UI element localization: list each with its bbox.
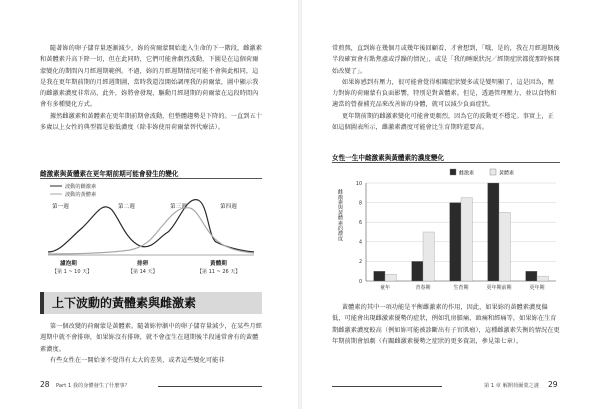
phase-luteal-range: 【第 11 ~ 26 天】 xyxy=(197,269,241,275)
y-tick-label: 4 xyxy=(358,240,362,246)
running-head: Part 1 我的身體發生了什麼事？ xyxy=(56,383,130,389)
week-label-4: 第四週 xyxy=(220,204,237,210)
y-tick-label: 2 xyxy=(358,260,362,266)
x-tick-label: 更年期 xyxy=(529,285,545,291)
week-label-3: 第三週 xyxy=(170,204,187,210)
paragraph: 如果妳感到有壓力，很可能會覺得相關症狀變多或是變明顯了，這是因為，壓力對妳的荷爾蒙有負面影響，特別是對黃體素。但是，透過管理壓力，並以食物和適當的營養補充品來改善妳的身體，就可以減少負面症狀。 xyxy=(332,78,557,109)
x-tick-label: 更年期前期 xyxy=(486,285,512,291)
bar xyxy=(412,261,423,281)
bar-chart-heading: 女性一生中雌激素與黃體素的濃度變化 xyxy=(332,154,445,162)
right-page xyxy=(300,0,600,409)
legend-label-progesterone: 波動的黃體素 xyxy=(65,192,97,198)
paragraph: 隨著妳的卵子儲存量逐漸減少，妳的荷爾蒙開始進入生命的下一階段，雌激素和黃體素升高下降一切，但在此同時，它們可能會劇烈波動，下圖是在這個荷爾蒙變化的期間內月經週期範例。不過，妳的月經週期情況可能不會與此相同，這是我在更年期前期的月經週期圖，當時我還沒開始調理我的荷爾蒙，圖中顯示我的雌激素濃度非常高，此外，妳將會發現，驅動月經週期的荷爾蒙在這段時間內會有多種變化方式。 xyxy=(40,45,262,109)
running-head: 第 1 章 解開荷爾蒙之謎 xyxy=(484,383,539,389)
paragraph: 據然雌激素和黃體素在更年期前期會波動，但整體趨勢是下降的。一直到五十多歲以上女性的典型都是較低濃度（除非妳使用荷爾蒙替代療法）。 xyxy=(40,112,262,132)
legend-swatch xyxy=(450,169,456,175)
bar xyxy=(423,232,434,281)
x-tick-label: 生育期 xyxy=(453,285,469,291)
bar xyxy=(499,212,510,281)
phase-ovulation-range: 【第 14 天】 xyxy=(128,269,158,275)
y-tick-label: 6 xyxy=(358,221,362,226)
bar xyxy=(385,274,396,281)
x-tick-label: 童年 xyxy=(379,285,391,291)
page-number: 28 xyxy=(40,380,50,389)
phase-ovulation: 排卵 xyxy=(137,261,149,267)
body-text xyxy=(40,321,262,366)
footer-rule xyxy=(332,386,442,387)
phase-luteal: 黃體期 xyxy=(210,261,227,267)
heading-rule xyxy=(40,178,262,179)
phase-follicular-range: 【第 1 ~ 10 天】 xyxy=(52,269,93,275)
bar xyxy=(488,183,499,281)
legend-swatch xyxy=(490,169,496,175)
y-tick-label: 8 xyxy=(358,201,362,207)
y-tick-label: 0 xyxy=(358,279,362,285)
week-label-2: 第二週 xyxy=(118,204,135,210)
x-tick-label: 青春期 xyxy=(415,285,431,291)
footer-rule xyxy=(158,386,262,387)
paragraph: 第一個改變的荷爾蒙是黃體素。隨著妳停漸中的卵子儲存量減少，在某些月經週期中就不會排卵，如果妳沒有排卵，就不會產生在週期後半段通常會有的黃體素濃度。 xyxy=(40,323,262,353)
y-axis-label: 雌激素與黃體素的濃度 xyxy=(337,189,343,241)
paragraph: 有些女性在一開始並不覺得有太大的差異，或者這些變化可能非 xyxy=(49,356,225,364)
bar-chart xyxy=(332,165,562,297)
bar xyxy=(450,203,461,281)
paragraph: 常煎熬，直到妳在幾個月或幾年後回顧看，才會想到，「哦，是的，我在月經週期後半段確實會有點焦慮或浮躁的情況」，或是「我的睡眠狀況／經期症狀都從那時候開始改變了」。 xyxy=(332,45,560,75)
paragraph: 黃體素的其中一項功能是平衡雌激素的作用，因此，如果妳的黃體素濃度偏低，可能會出現雌激素優勢的症狀，例如乳房脹痛、頭痛和經痛等，如果妳在生育期雌激素濃度較高（例如妳可能被診斷出有子宮肌瘤），這種雌激素失衡的情況在更年期前期會加劇（有關雌激素優勢之症狀的更多資訊，參見第七章）。 xyxy=(332,304,560,345)
week-label-1: 第一週 xyxy=(52,204,69,210)
section-title: 上下波動的黃體素與雌激素 xyxy=(52,296,197,310)
page-number: 29 xyxy=(548,380,558,389)
bar xyxy=(374,271,385,281)
intro-text xyxy=(40,43,262,133)
bar xyxy=(537,276,548,281)
heading-rule xyxy=(332,162,560,163)
legend-label-estrogen: 波動的雌激素 xyxy=(65,184,97,190)
cycle-chart xyxy=(40,180,264,280)
bar xyxy=(461,198,472,281)
bar xyxy=(526,271,537,281)
cycle-chart-heading: 雌激素與黃體素在更年期前期可能會發生的變化 xyxy=(40,170,179,178)
legend-label: 雌激素 xyxy=(459,170,475,177)
top-text xyxy=(332,43,560,133)
y-tick-label: 10 xyxy=(355,181,362,187)
phase-follicular: 濾泡期 xyxy=(60,261,77,267)
legend-label: 黃體素 xyxy=(499,170,515,177)
paragraph: 更年期前期的雌激素變化可能會更劇烈，因為它的波動更不穩定。事實上，正如這個圖表所示，雌激素濃度可能會比生育期時還要高。 xyxy=(332,112,554,132)
bottom-text xyxy=(332,302,560,347)
